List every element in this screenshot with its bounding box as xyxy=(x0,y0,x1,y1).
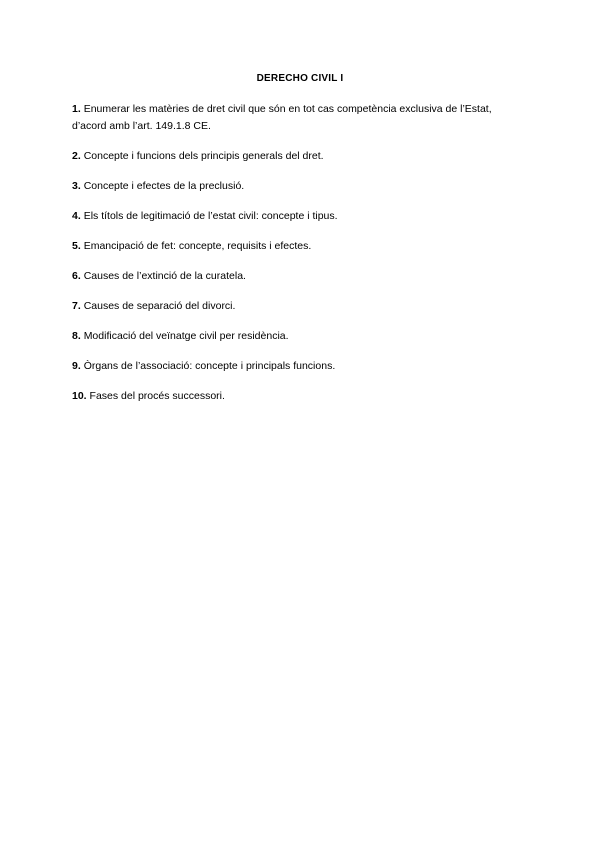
document-title: DERECHO CIVIL I xyxy=(256,73,344,84)
question-item-4 xyxy=(72,208,528,225)
question-text: Causes de separació del divorci. xyxy=(83,300,236,312)
question-item-2 xyxy=(72,148,528,165)
question-item-8 xyxy=(72,328,528,345)
question-text: Fases del procés successori. xyxy=(89,390,225,402)
question-number: 10. xyxy=(72,390,87,402)
question-item-6 xyxy=(72,268,528,285)
question-number: 8. xyxy=(72,330,81,342)
question-number: 6. xyxy=(72,270,81,282)
question-item-9 xyxy=(72,358,528,375)
question-number: 7. xyxy=(72,300,81,312)
question-item-5 xyxy=(72,238,528,255)
question-number: 4. xyxy=(72,210,81,222)
question-number: 3. xyxy=(72,180,81,192)
question-number: 2. xyxy=(72,150,81,162)
question-item-1 xyxy=(72,101,528,135)
question-text: Òrgans de l’associació: concepte i principals funcions. xyxy=(83,360,336,372)
question-item-3 xyxy=(72,178,528,195)
question-item-7 xyxy=(72,298,528,315)
question-text: Concepte i efectes de la preclusió. xyxy=(83,180,245,192)
question-text: Els títols de legitimació de l’estat civil: concepte i tipus. xyxy=(83,210,338,222)
question-text: Enumerar les matèries de dret civil que són en tot cas competència exclusiva de l’Estat, d’acord amb l’art. 149.1.8 CE. xyxy=(72,103,492,132)
question-item-10 xyxy=(72,388,528,405)
question-text: Concepte i funcions dels principis generals del dret. xyxy=(83,150,324,162)
question-number: 1. xyxy=(72,103,81,115)
question-text: Modificació del veïnatge civil per residència. xyxy=(83,330,289,342)
question-number: 9. xyxy=(72,360,81,372)
question-list xyxy=(72,101,528,418)
question-text: Causes de l’extinció de la curatela. xyxy=(83,270,246,282)
question-number: 5. xyxy=(72,240,81,252)
question-text: Emancipació de fet: concepte, requisits i efectes. xyxy=(83,240,312,252)
